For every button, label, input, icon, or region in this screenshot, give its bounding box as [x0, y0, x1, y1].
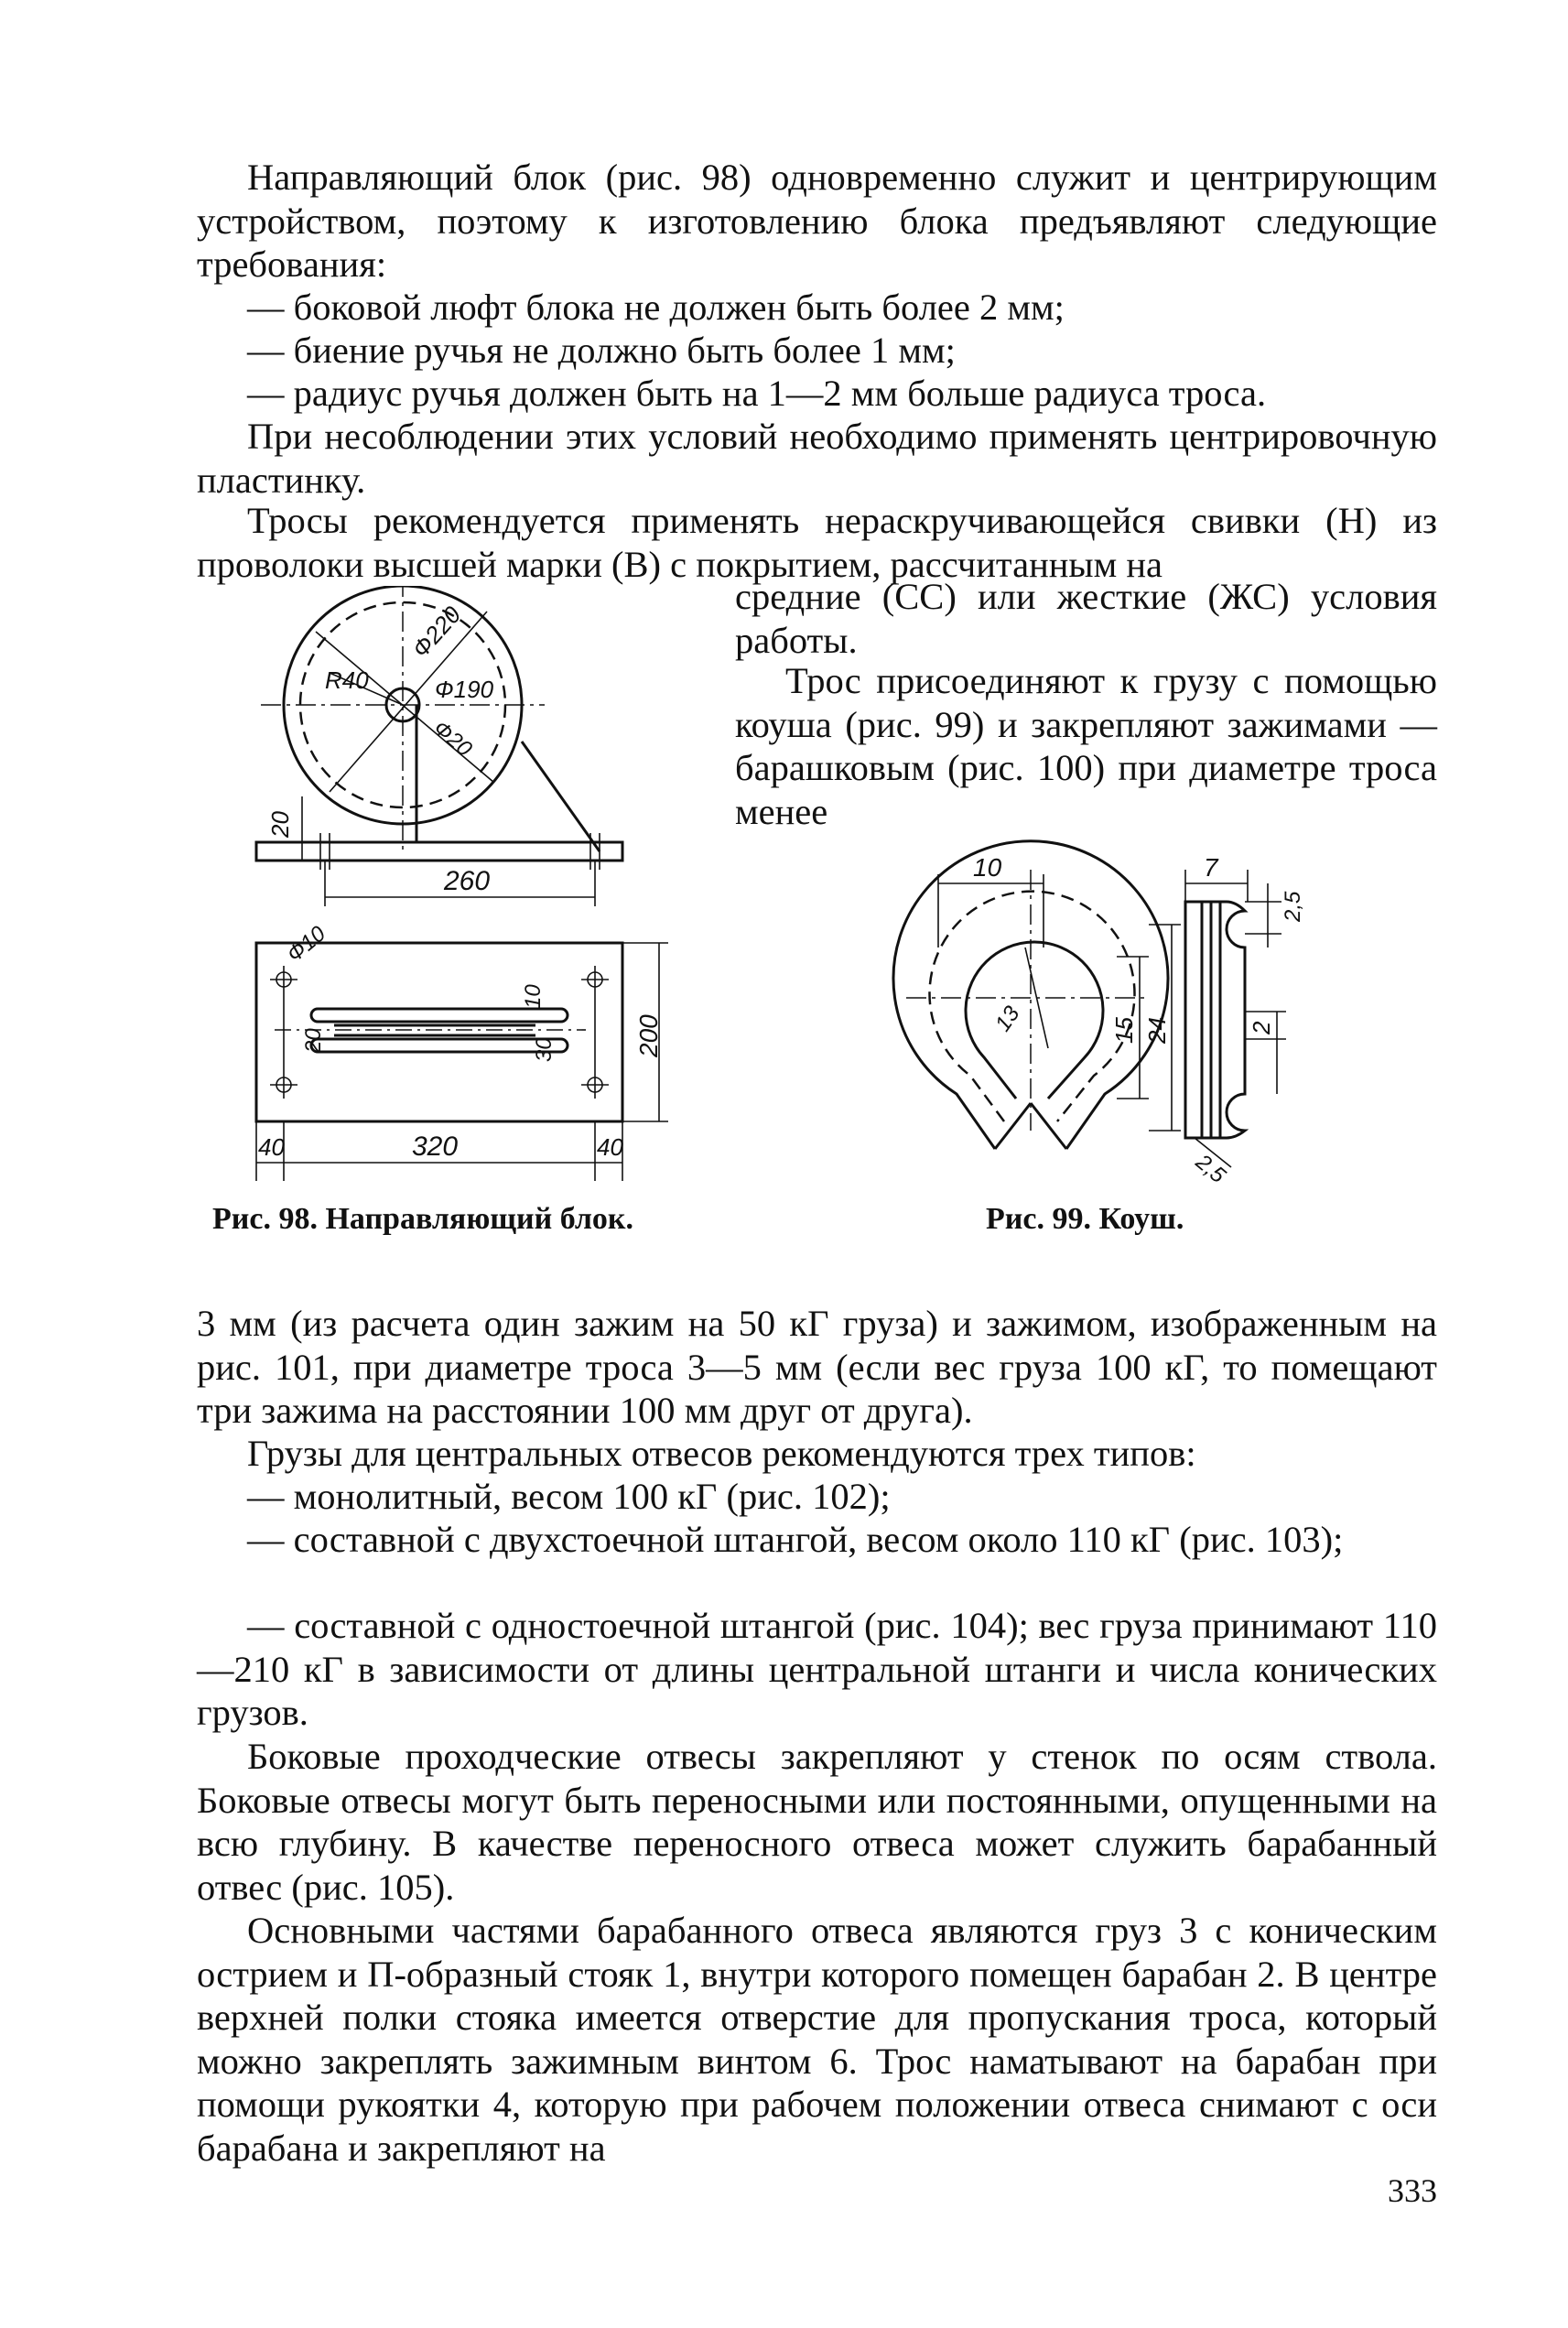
paragraph: Направляющий блок (рис. 98) одновременно служит и центрирующим устройством, поэтому к изготовлению блока предъявляют следующие требования: [197, 157, 1437, 285]
fig98-dim-200: 200 [634, 1014, 663, 1057]
list-item: — составной с одностоечной штангой (рис. 104); вес груза принимают 110—210 кГ в зависимости от длины центральной штанги и числа конических грузов. [197, 1605, 1437, 1733]
page-number: 333 [1388, 2172, 1437, 2209]
paragraph: Грузы для центральных отвесов рекомендуются трех типов: [247, 1433, 1196, 1474]
paragraph: Боковые проходческие отвесы закрепляют у стенок по осям ствола. Боковые отвесы могут быть переносными или постоянными, опущенными на всю глубину. В качестве переносного отвеса может служить барабанный отвес (рис. 105). [197, 1736, 1437, 1908]
fig99-dim-10: 10 [973, 853, 1002, 882]
list-item: — составной с двухстоечной штангой, весом около 110 кГ (рис. 103); [247, 1519, 1344, 1560]
paragraph: Трос присоединяют к грузу с помощью коуша (рис. 99) и закрепляют зажимами — барашковым (рис. 100) при диаметре троса менее [735, 660, 1437, 832]
fig98-dim-20-top: 20 [266, 811, 294, 838]
fig99-dim-7: 7 [1204, 853, 1218, 882]
fig99-dim-2-5-top: 2,5 [1281, 891, 1305, 922]
fig99-dim-15: 15 [1110, 1017, 1138, 1044]
fig99-dim-2-5-bottom: 2,5 [1190, 1149, 1230, 1188]
figure-99-caption: Рис. 99. Коуш. [986, 1202, 1184, 1236]
paragraph-continuation: средние (СС) или жесткие (ЖС) условия работы. [735, 576, 1437, 661]
fig98-dim-320: 320 [412, 1132, 459, 1162]
fig99-dim-13: 13 [990, 1002, 1025, 1036]
list-item: — боковой люфт блока не должен быть более 2 мм; [247, 287, 1065, 328]
fig99-dim-2: 2 [1248, 1021, 1275, 1034]
fig99-dim-24: 24 [1143, 1017, 1171, 1044]
paragraph: Тросы рекомендуется применять нераскручивающейся свивки (Н) из проволоки высшей марки (В) с покрытием, рассчитанным на [197, 500, 1437, 585]
list-item: — монолитный, весом 100 кГ (рис. 102); [247, 1476, 891, 1517]
figure-99-drawing [874, 828, 1350, 1195]
figure-98-drawing [220, 586, 696, 1218]
fig98-dim-d190: Ф190 [435, 676, 494, 703]
fig98-dim-40-right: 40 [597, 1133, 623, 1161]
list-item: — биение ручья не должно быть более 1 мм; [247, 330, 956, 371]
fig98-dim-r40: R40 [325, 666, 369, 694]
paragraph: При несоблюдении этих условий необходимо применять центрировочную пластинку. [197, 416, 1437, 501]
fig98-dim-10: 10 [521, 984, 546, 1009]
fig98-dim-d220: Ф220 [406, 601, 467, 664]
fig98-dim-30: 30 [532, 1037, 557, 1062]
fig98-dim-d20: Ф20 [428, 715, 477, 763]
fig98-dim-260: 260 [444, 866, 491, 896]
fig98-dim-40-left: 40 [258, 1133, 285, 1161]
figure-98-caption: Рис. 98. Направляющий блок. [212, 1202, 634, 1236]
paragraph: 3 мм (из расчета один зажим на 50 кГ груза) и зажимом, изображенным на рис. 101, при диаметре троса 3—5 мм (если вес груза 100 кГ, то помещают три зажима на расстоянии 100 мм друг от друга). [197, 1303, 1437, 1431]
fig98-dim-20-bottom: 20 [301, 1028, 326, 1053]
paragraph: Основными частями барабанного отвеса являются груз 3 с коническим острием и П-образный стояк 1, внутри которого помещен барабан 2. В центре верхней полки стояка имеется отверстие для пропускания троса, который можно закреплять зажимным винтом 6. Трос наматывают на барабан при помощи рукоятки 4, которую при рабочем положении отвеса снимают с оси барабана и закрепляют на [197, 1910, 1437, 2169]
fig98-dim-d10: Ф10 [282, 921, 330, 968]
list-item: — радиус ручья должен быть на 1—2 мм больше радиуса троса. [247, 373, 1267, 414]
